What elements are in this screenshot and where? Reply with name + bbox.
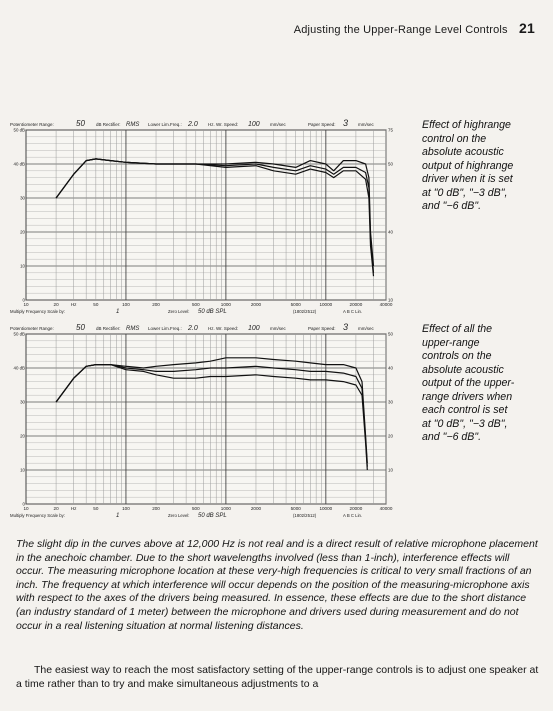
y-tick-label-left: 0: [22, 501, 25, 507]
x-tick-label: 10000: [319, 506, 333, 511]
x-tick-label: 5000: [290, 302, 301, 307]
y-tick-label-right: 75: [388, 127, 393, 133]
header-value-paper-speed: 3: [343, 322, 349, 332]
x-tick-label: 10: [23, 302, 29, 307]
footer-value-scale: 1: [116, 513, 120, 519]
y-tick-label-right: 20: [388, 433, 393, 439]
x-tick-label: 20000: [349, 506, 363, 511]
body-paragraph-2: [16, 664, 540, 691]
header-unit-paper-speed: mm/sec: [358, 122, 374, 127]
x-tick-label: 1000: [220, 302, 232, 307]
x-tick-label: 1000: [220, 506, 232, 511]
y-tick-label-left: 10: [20, 467, 25, 473]
x-tick-label: 10: [23, 506, 29, 511]
header-label-lower-lim: Lower Lim.Freq.:: [148, 326, 182, 331]
y-tick-label-right: 40: [388, 229, 393, 235]
header-value-lower-lim: 2.0: [188, 121, 198, 128]
y-tick-label-left: 0: [22, 297, 25, 303]
footer-label-scale: Multiply Frequency Scale by:: [10, 513, 65, 518]
x-tick-label: 50: [93, 302, 99, 307]
footer-value-scale: 1: [116, 309, 120, 315]
chart-svg: [8, 118, 403, 318]
y-tick-label-left: 30: [20, 399, 25, 405]
header-value-rectifier: RMS: [126, 326, 140, 332]
x-tick-label: 2000: [250, 302, 262, 307]
footer-form-number: (1802/2512): [293, 513, 317, 518]
header-value-lower-lim: 2.0: [188, 325, 198, 332]
paragraph-2-text: The easiest way to reach the most satisfactory setting of the upper-range controls is to adjust one speaker at a time rather than to try and make simultaneous adjustments to a: [16, 664, 539, 690]
header-label-wr-speed: Hz. Wr. Speed:: [208, 326, 239, 331]
header-title: Adjusting the Upper-Range Level Controls: [293, 24, 508, 36]
chart-1-caption: Effect of highrange control on the absolute acoustic output of highrange driver when it is set at "0 dB", "−3 dB", and "−6 dB".: [422, 119, 514, 212]
x-tick-label: 10000: [319, 302, 333, 307]
y-tick-label-right: 50: [388, 331, 393, 337]
x-tick-label: 200: [152, 506, 160, 511]
y-tick-label-left: 20: [20, 229, 25, 235]
y-tick-label-left: 40 dB: [13, 161, 25, 167]
x-tick-label: 500: [191, 302, 200, 307]
header-unit-paper-speed: mm/sec: [358, 326, 374, 331]
frequency-response-chart-1: [8, 118, 403, 318]
x-tick-label: Hz: [70, 506, 77, 511]
y-tick-label-right: 30: [388, 399, 393, 405]
footer-weighting-labels: A B C Lin.: [343, 309, 363, 314]
header-value-pot-range: 50: [76, 323, 85, 332]
header-label-paper-speed: Paper Speed:: [308, 326, 336, 331]
header-label-pot-range: Potentiometer Range:: [10, 122, 54, 127]
y-tick-label-left: 50 dB: [13, 331, 25, 337]
y-tick-label-right: 40: [388, 365, 393, 371]
header-unit-wr-speed: mm/sec: [270, 326, 286, 331]
header-value-rectifier: RMS: [126, 122, 140, 128]
header-value-paper-speed: 3: [343, 118, 349, 128]
header-label-wr-speed: Hz. Wr. Speed:: [208, 122, 239, 127]
plot-area: [26, 130, 386, 300]
header-label-pot-range: Potentiometer Range:: [10, 326, 54, 331]
footer-weighting-labels: A B C Lin.: [343, 513, 363, 518]
chart-2-caption: Effect of all the upper-range controls on the absolute acoustic output of the upper- range drivers when each control is set at "0 dB", "−3 dB", and "−6 dB".: [422, 323, 515, 443]
x-tick-label: 2000: [250, 506, 262, 511]
header-value-wr-speed: 100: [248, 121, 260, 128]
y-tick-label-right: 10: [388, 297, 393, 303]
x-tick-label: 200: [152, 302, 160, 307]
header-value-wr-speed: 100: [248, 325, 260, 332]
x-tick-label: 50: [93, 506, 99, 511]
x-tick-label: 100: [122, 302, 130, 307]
y-tick-label-left: 50 dB: [13, 127, 25, 133]
y-tick-label-left: 30: [20, 195, 25, 201]
y-tick-label-right: 10: [388, 467, 393, 473]
footer-form-number: (1802/2512): [293, 309, 317, 314]
header-label-lower-lim: Lower Lim.Freq.:: [148, 122, 182, 127]
y-tick-label-left: 10: [20, 263, 25, 269]
y-tick-label-left: 20: [20, 433, 25, 439]
page-number: 21: [519, 20, 535, 36]
x-tick-label: 100: [122, 506, 130, 511]
x-tick-label: 20000: [349, 302, 363, 307]
header-label-rectifier: dB Rectifier:: [96, 122, 121, 127]
footer-label-scale: Multiply Frequency Scale by:: [10, 309, 65, 314]
x-tick-label: 5000: [290, 506, 301, 511]
footer-value-zero: 50 dB SPL: [198, 309, 227, 315]
plot-area: [26, 334, 386, 504]
running-header: [294, 20, 535, 36]
x-tick-label: 20: [53, 506, 59, 511]
header-value-pot-range: 50: [76, 119, 85, 128]
chart-svg: [8, 322, 403, 522]
header-unit-wr-speed: mm/sec: [270, 122, 286, 127]
x-tick-label: Hz: [70, 302, 77, 307]
footer-value-zero: 50 dB SPL: [198, 513, 227, 519]
body-paragraph-1: [16, 538, 540, 633]
footer-label-zero: Zero Level:: [168, 513, 190, 518]
frequency-response-chart-2: [8, 322, 403, 522]
footer-label-zero: Zero Level:: [168, 309, 190, 314]
x-tick-label: 40000: [379, 302, 393, 307]
y-tick-label-right: 50: [388, 161, 393, 167]
header-label-rectifier: dB Rectifier:: [96, 326, 121, 331]
x-tick-label: 20: [53, 302, 59, 307]
paragraph-1-text: The slight dip in the curves above at 12,000 Hz is not real and is a direct result of relative microphone placement in the anechoic chamber. Due to the short wavelengths involved (less than 1-inch), interference effects will occur. The measuring microphone location at these very-high frequencies is critical to very small fractions of an inch. The frequency at which interference will occur depends on the position of the measuring-microphone axis with respect to the axes of the drivers being measured. In essence, these effects are due to the short distance (an industry standard of 1 meter) between the microphone and drivers used during measurement and do not occur in a real listening situation at normal listening distances.: [16, 538, 538, 632]
x-tick-label: 40000: [379, 506, 393, 511]
y-tick-label-left: 40 dB: [13, 365, 25, 371]
x-tick-label: 500: [191, 506, 200, 511]
header-label-paper-speed: Paper Speed:: [308, 122, 336, 127]
